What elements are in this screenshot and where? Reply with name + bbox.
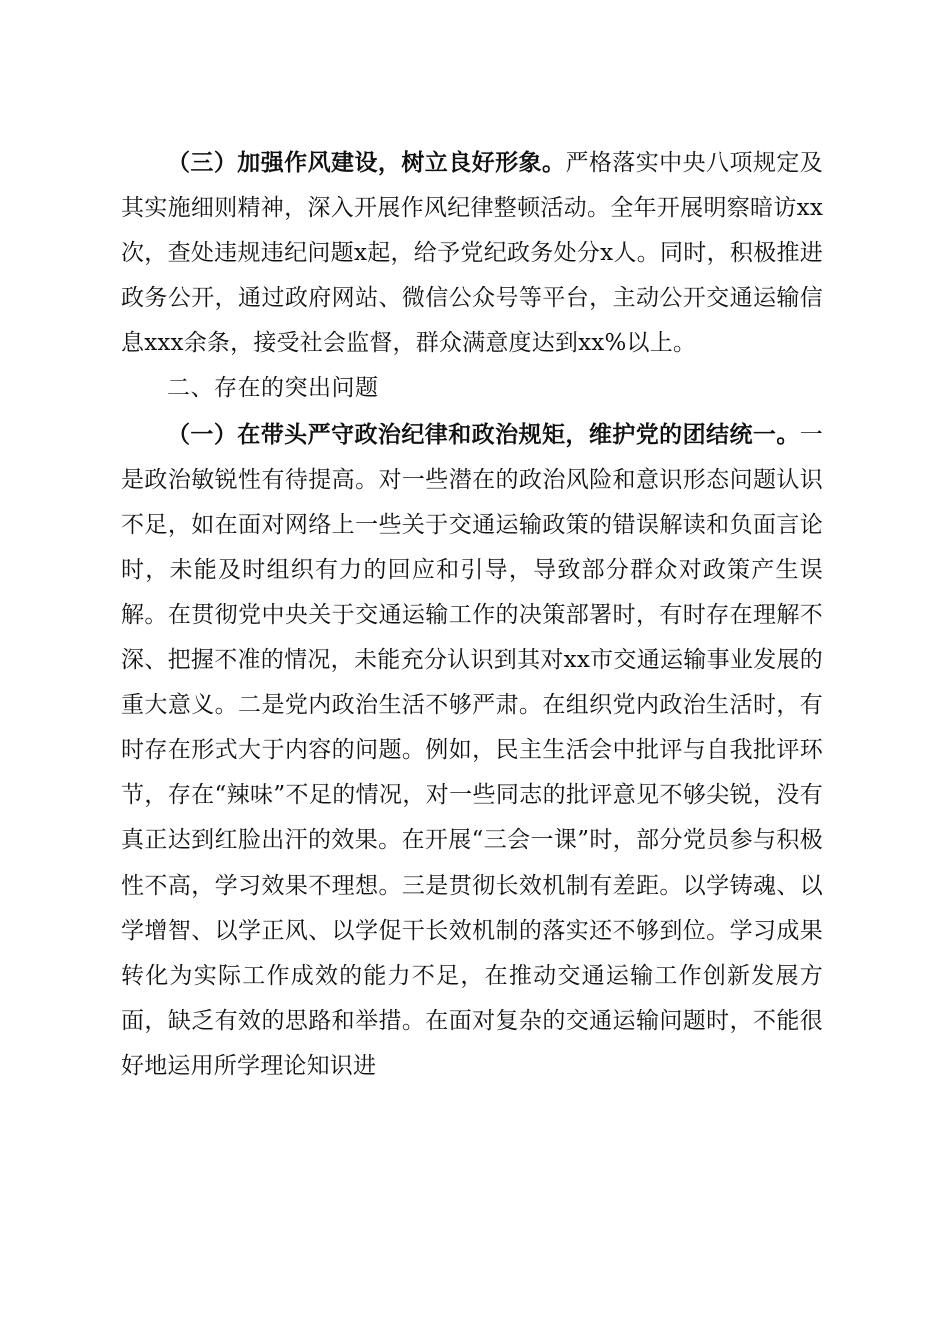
paragraph-style-building bbox=[121, 140, 823, 366]
section-heading: 二、存在的突出问题 bbox=[167, 375, 379, 402]
paragraph-text: 严格落实中央八项规定及其实施细则精神，深入开展作风纪律整顿活动。全年开展明察暗访xx次，查处违规违纪问题x起，给予党纪政务处分x人。同时，积极推进政务公开，通过政府网站、微信公众号等平台，主动公开交通运输信息xxx余条，接受社会监督，群众满意度达到xx%以上。 bbox=[121, 150, 824, 357]
paragraph-lead: （三）加强作风建设，树立良好形象。 bbox=[167, 149, 566, 176]
paragraph-lead: （一）在带头严守政治纪律和政治规矩，维护党的团结统一。 bbox=[167, 420, 800, 448]
document-body bbox=[121, 140, 823, 1089]
paragraph-text: 一是政治敏锐性有待提高。对一些潜在的政治风险和意识形态问题认识不足，如在面对网络上一些关于交通运输政策的错误解读和负面言论时，未能及时组织有力的回应和引导，导致部分群众对政策产生误解。在贯彻党中央关于交通运输工作的决策部署时，有时存在理解不深、把握不准的情况，未能充分认识到其对xx市交通运输事业发展的重大意义。二是党内政治生活不够严肃。在组织党内政治生活时，有时存在形式大于内容的问题。例如，民主生活会中批评与自我批评环节，存在“辣味”不足的情况，对一些同志的批评意见不够尖锐，没有真正达到红脸出汗的效果。在开展“三会一课”时，部分党员参与积极性不高，学习效果不理想。三是贯彻长效机制有差距。以学铸魂、以学增智、以学正风、以学促干长效机制的落实还不够到位。学习成果转化为实际工作成效的能力不足，在推动交通运输工作创新发展方面，缺乏有效的思路和举措。在面对复杂的交通运输问题时，不能很好地运用所学理论知识进 bbox=[121, 421, 823, 1079]
paragraph-political-discipline bbox=[121, 412, 823, 1089]
